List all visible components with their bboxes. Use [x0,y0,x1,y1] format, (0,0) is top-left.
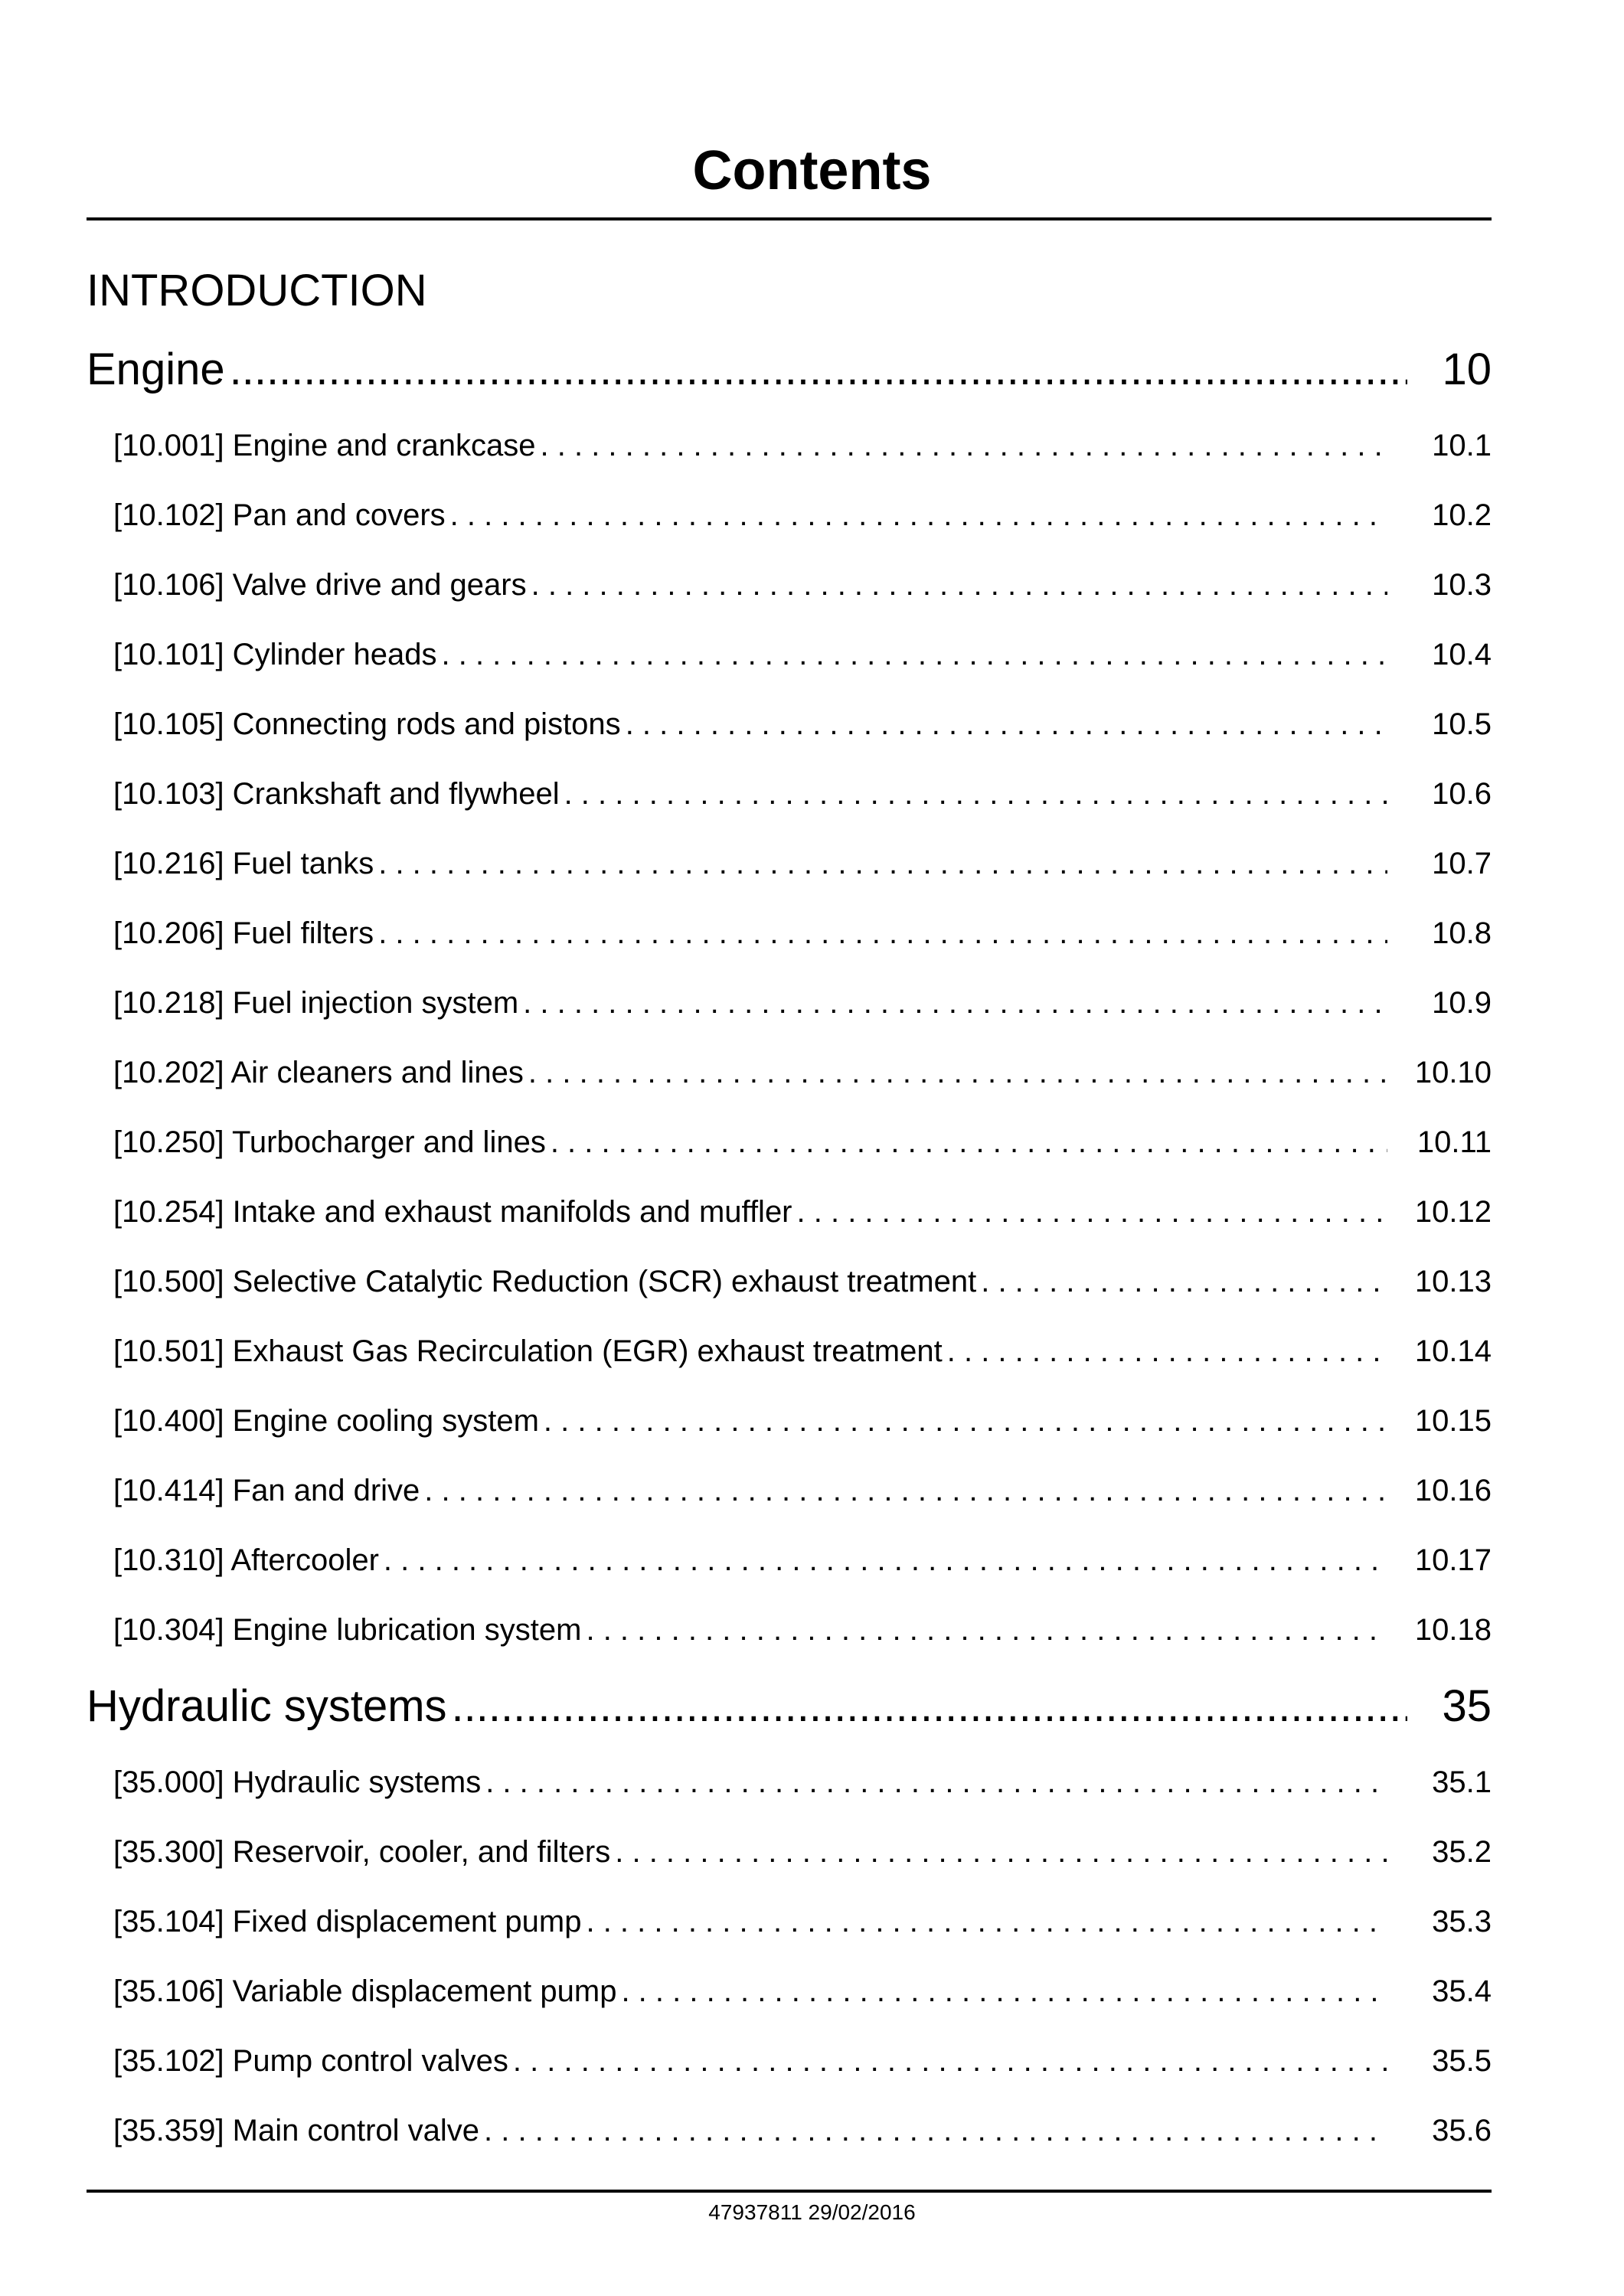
dot-leader [626,705,1387,743]
entry-label: [10.310] Aftercooler [113,1543,379,1577]
chapter-label: Hydraulic systems [87,1681,447,1731]
entry-label: [10.102] Pan and covers [113,498,446,532]
dot-leader [442,635,1388,674]
chapter-page-number: 35 [1442,1681,1492,1731]
toc-entry[interactable] [113,844,1492,883]
entry-label: [35.300] Reservoir, cooler, and filters [113,1835,611,1869]
toc-chapter-hydraulic-systems[interactable] [87,1680,1492,1733]
toc-entry[interactable] [113,426,1492,465]
entry-page-number: 10.8 [1432,916,1492,950]
dot-leader [523,984,1387,1022]
toc-entry[interactable] [113,1902,1492,1941]
toc-entry[interactable] [113,984,1492,1022]
dot-leader [586,1902,1387,1941]
dot-leader [424,1471,1387,1510]
toc-entry[interactable] [113,914,1492,952]
entry-page-number: 10.4 [1432,638,1492,671]
dot-leader [485,1763,1387,1801]
entry-label: [10.218] Fuel injection system [113,986,519,1020]
toc-entry[interactable] [113,1193,1492,1231]
entry-label: [10.304] Engine lubrication system [113,1613,582,1647]
dot-leader [528,1053,1387,1092]
toc-entry[interactable] [113,1471,1492,1510]
entry-page-number: 10.16 [1414,1474,1492,1507]
dot-leader [541,426,1387,465]
chapter-label: Engine [87,345,225,394]
entry-label: [10.250] Turbocharger and lines [113,1125,546,1159]
entry-label: [10.501] Exhaust Gas Recirculation (EGR) exhaust treatment [113,1334,943,1368]
toc-entry[interactable] [113,1541,1492,1579]
entry-page-number: 35.4 [1432,1974,1492,2008]
toc-entry[interactable] [113,496,1492,534]
toc-entry[interactable] [113,2111,1492,2150]
toc-entry[interactable] [113,1763,1492,1801]
dot-leader [621,1972,1387,2010]
entry-label: [10.254] Intake and exhaust manifolds and muffler [113,1195,792,1229]
entry-page-number: 35.2 [1432,1835,1492,1869]
toc-entry[interactable] [113,566,1492,604]
entry-page-number: 10.15 [1414,1404,1492,1438]
entry-label: [10.105] Connecting rods and pistons [113,707,621,741]
entry-page-number: 35.5 [1432,2044,1492,2078]
entry-label: [10.216] Fuel tanks [113,847,374,880]
toc-entry[interactable] [113,1972,1492,2010]
toc-entry[interactable] [113,1123,1492,1161]
entry-page-number: 10.11 [1417,1125,1492,1159]
toc-entry[interactable] [113,775,1492,813]
dot-leader [531,566,1387,604]
entry-label: [10.103] Crankshaft and flywheel [113,777,560,811]
page-title: Contents [692,140,932,201]
bottom-divider [87,2190,1492,2193]
entry-label: [10.414] Fan and drive [113,1474,420,1507]
toc-entry[interactable] [113,1611,1492,1649]
entry-page-number: 10.13 [1414,1265,1492,1298]
chapter-page-number: 10 [1442,345,1492,394]
toc-entry[interactable] [113,1332,1492,1370]
dot-leader [452,1680,1407,1733]
entry-label: [35.102] Pump control valves [113,2044,508,2078]
entry-page-number: 10.7 [1432,847,1492,880]
dot-leader [378,914,1387,952]
dot-leader [586,1611,1387,1649]
entry-page-number: 35.6 [1432,2114,1492,2147]
entry-label: [35.106] Variable displacement pump [113,1974,617,2008]
entry-label: [10.500] Selective Catalytic Reduction (SCR) exhaust treatment [113,1265,977,1298]
entry-page-number: 35.3 [1432,1905,1492,1938]
entry-label: [35.104] Fixed displacement pump [113,1905,582,1938]
dot-leader [450,496,1387,534]
entry-label: [35.000] Hydraulic systems [113,1765,482,1799]
entry-label: [10.106] Valve drive and gears [113,568,527,602]
entry-label: [10.206] Fuel filters [113,916,374,950]
entry-page-number: 10.5 [1432,707,1492,741]
toc-entry[interactable] [113,2042,1492,2080]
entry-page-number: 10.14 [1414,1334,1492,1368]
toc-entry[interactable] [113,1053,1492,1092]
dot-leader [384,1541,1387,1579]
entry-page-number: 35.1 [1432,1765,1492,1799]
entry-page-number: 10.1 [1432,429,1492,462]
entry-page-number: 10.10 [1414,1056,1492,1089]
dot-leader [230,343,1407,397]
entry-label: [35.359] Main control valve [113,2114,480,2147]
dot-leader [797,1193,1387,1231]
dot-leader [513,2042,1387,2080]
dot-leader [615,1833,1387,1871]
entry-page-number: 10.18 [1414,1613,1492,1647]
toc-chapter-engine[interactable] [87,343,1492,397]
dot-leader [551,1123,1387,1161]
dot-leader [947,1332,1387,1370]
top-divider [87,217,1492,220]
dot-leader [564,775,1387,813]
entry-label: [10.001] Engine and crankcase [113,429,536,462]
toc-entry[interactable] [113,1833,1492,1871]
section-heading: INTRODUCTION [87,266,427,315]
dot-leader [484,2111,1387,2150]
toc-entry[interactable] [113,1402,1492,1440]
entry-page-number: 10.12 [1414,1195,1492,1229]
toc-entry[interactable] [113,635,1492,674]
entry-label: [10.400] Engine cooling system [113,1404,539,1438]
entry-page-number: 10.6 [1432,777,1492,811]
dot-leader [981,1262,1387,1301]
entry-page-number: 10.3 [1432,568,1492,602]
entry-page-number: 10.9 [1432,986,1492,1020]
entry-label: [10.101] Cylinder heads [113,638,437,671]
dot-leader [544,1402,1387,1440]
toc-entry[interactable] [113,705,1492,743]
entry-label: [10.202] Air cleaners and lines [113,1056,524,1089]
footer-document-id: 47937811 29/02/2016 [708,2200,916,2224]
entry-page-number: 10.17 [1414,1543,1492,1577]
entry-page-number: 10.2 [1432,498,1492,532]
dot-leader [378,844,1387,883]
toc-entry[interactable] [113,1262,1492,1301]
